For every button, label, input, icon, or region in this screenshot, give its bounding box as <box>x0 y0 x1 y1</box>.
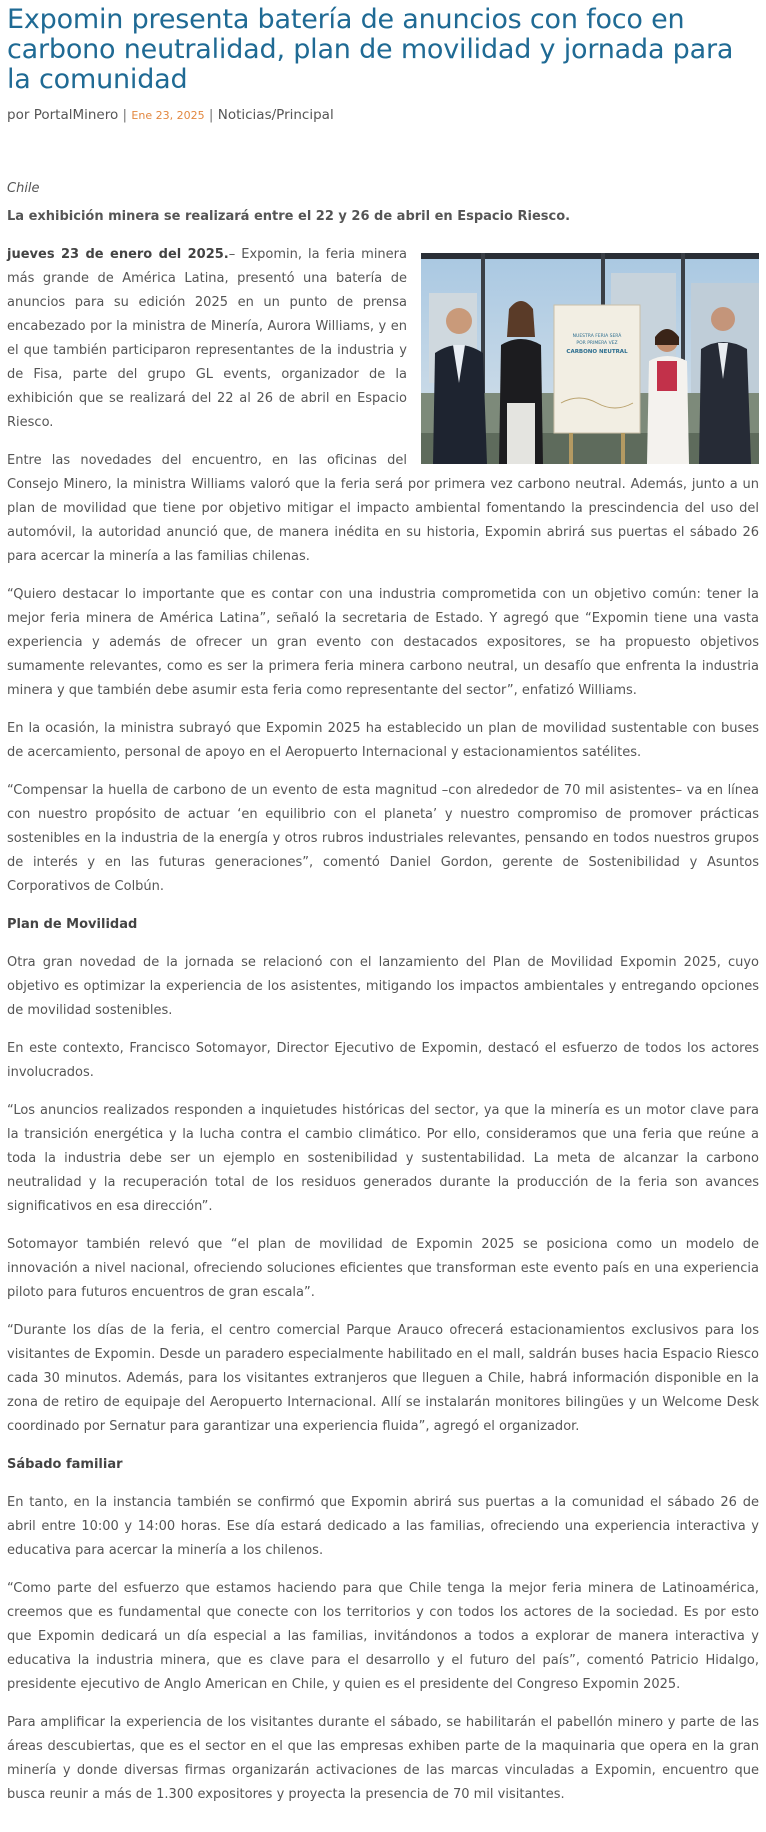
article-meta <box>7 106 759 125</box>
subheading-plan-movilidad: Plan de Movilidad <box>7 917 138 932</box>
press-event-photo <box>421 253 759 464</box>
subheading-sabado-familiar: Sábado familiar <box>7 1457 123 1472</box>
paragraph-8: “Los anuncios realizados responden a inquietudes históricas del sector, ya que la minería es un motor clave para la transición energética y la lucha contra el cambio climático. Por ello, consideramos que una feria que reúne a toda la industria debe ser un ejemplo en sostenibilidad y sustentabilidad. La meta de alcanzar la carbono neutralidad y la recuperación total de los residuos generados durante la producción de la feria son avances significativos en esa dirección”. <box>7 1103 759 1214</box>
poster-line-1: NUESTRA FERIA SERÁ <box>572 334 622 339</box>
paragraph-4: En la ocasión, la ministra subrayó que Expomin 2025 ha establecido un plan de movilidad sustentable con buses de acercamiento, personal de apoyo en el Aeropuerto Internacional y estacionamientos satélites. <box>7 721 759 760</box>
paragraph-1-text: – Expomin, la feria minera más grande de América Latina, presentó una batería de anuncios para su edición 2025 en un punto de prensa encabezado por la ministra de Minería, Aurora Williams, y en el que también participaron representantes de la industria y de Fisa, parte del grupo GL events, organizador de la exhibición que se realizará del 22 al 26 de abril en Espacio Riesco. <box>7 247 407 430</box>
meta-separator: | <box>122 107 128 123</box>
category-link[interactable]: Noticias/Principal <box>217 107 334 123</box>
author-link[interactable]: PortalMinero <box>33 107 119 123</box>
paragraph-13: Para amplificar la experiencia de los visitantes durante el sábado, se habilitarán el pabellón minero y parte de las áreas descubiertas, que es el sector en el que las empresas exhiben parte de la maquinaria que opera en la gran minería y donde diversas firmas organizarán activaciones de las marcas vinculadas a Expomin, encuentro que busca reunir a más de 1.300 expositores y proyecta la presencia de 70 mil visitantes. <box>7 1715 759 1802</box>
article-lead: La exhibición minera se realizará entre el 22 y 26 de abril en Espacio Riesco. <box>7 209 571 224</box>
meta-separator: | <box>208 107 214 123</box>
paragraph-5: “Compensar la huella de carbono de un evento de esta magnitud –con alrededor de 70 mil asistentes– va en línea con nuestro propósito de actuar ‘en equilibrio con el planeta’ y nuestro compromiso de promover prácticas sostenibles en la industria de la energía y otros rubros industriales relevantes, pensando en todos nuestros grupos de interés y en las futuras generaciones”, comentó Daniel Gordon, gerente de Sostenibilidad y Asuntos Corporativos de Colbún. <box>7 783 759 894</box>
article-photo <box>421 253 759 464</box>
paragraph-7: En este contexto, Francisco Sotomayor, Director Ejecutivo de Expomin, destacó el esfuerzo de todos los actores involucrados. <box>7 1041 759 1080</box>
paragraph-11: En tanto, en la instancia también se confirmó que Expomin abrirá sus puertas a la comunidad el sábado 26 de abril entre 10:00 y 14:00 horas. Ese día estará dedicado a las familias, ofreciendo una experiencia interactiva y educativa para acercar la minería a los chilenos. <box>7 1495 759 1558</box>
paragraph-6: Otra gran novedad de la jornada se relacionó con el lanzamiento del Plan de Movilidad Expomin 2025, cuyo objetivo es optimizar la experiencia de los asistentes, mitigando los impactos ambientales y entregando opciones de movilidad sostenibles. <box>7 955 759 1018</box>
article-body <box>7 177 759 1807</box>
publish-date: Ene 23, 2025 <box>131 109 205 122</box>
paragraph-2: Entre las novedades del encuentro, en las oficinas del Consejo Minero, la ministra Williams valoró que la feria será por primera vez carbono neutral. Además, junto a un plan de movilidad que tiene por objetivo mitigar el impacto ambiental fomentando la prescindencia del uso del automóvil, la autoridad anunció que, de manera inédita en su historia, Expomin abrirá sus puertas el sábado 26 para acercar la minería a las familias chilenas. <box>7 453 759 564</box>
poster-line-3: CARBONO NEUTRAL <box>566 349 628 355</box>
paragraph-9: Sotomayor también relevó que “el plan de movilidad de Expomin 2025 se posiciona como un modelo de innovación a nivel nacional, ofreciendo soluciones eficientes que transforman este evento país en una experiencia piloto para futuros encuentros de gran escala”. <box>7 1237 759 1300</box>
meta-by: por <box>7 107 30 123</box>
paragraph-1-date: jueves 23 de enero del 2025. <box>7 247 229 262</box>
poster-line-2: POR PRIMERA VEZ <box>576 341 618 346</box>
article-page <box>0 5 766 1807</box>
paragraph-10: “Durante los días de la feria, el centro comercial Parque Arauco ofrecerá estacionamientos exclusivos para los visitantes de Expomin. Desde un paradero especialmente habilitado en el mall, saldrán buses hacia Espacio Riesco cada 30 minutos. Además, para los visitantes extranjeros que lleguen a Chile, habrá información disponible en la zona de retiro de equipaje del Aeropuerto Internacional. Allí se instalarán monitores bilingües y un Welcome Desk coordinado por Sernatur para garantizar una experiencia fluida”, agregó el organizador. <box>7 1323 759 1434</box>
paragraph-3: “Quiero destacar lo importante que es contar con una industria comprometida con un objetivo común: tener la mejor feria minera de América Latina”, señaló la secretaria de Estado. Y agregó que “Expomin tiene una vasta experiencia y además de ofrecer un gran evento con destacados expositores, se ha propuesto objetivos sumamente relevantes, como es ser la primera feria minera carbono neutral, un desafío que enfrenta la industria minera y que también debe asumir esta feria como representante del sector”, enfatizó Williams. <box>7 587 759 698</box>
paragraph-12: “Como parte del esfuerzo que estamos haciendo para que Chile tenga la mejor feria minera de Latinoamérica, creemos que es fundamental que conecte con los territorios y con todos los actores de la sociedad. Es por esto que Expomin dedicará un día especial a las familias, invitándonos a todos a explorar de manera interactiva y educativa la industria minera, que es clave para el desarrollo y el futuro del país”, comentó Patricio Hidalgo, presidente ejecutivo de Anglo American en Chile, y quien es el presidente del Congreso Expomin 2025. <box>7 1581 759 1692</box>
country-label: Chile <box>7 181 40 196</box>
article-title: Expomin presenta batería de anuncios con foco en carbono neutralidad, plan de movilidad y jornada para la comunidad <box>7 4 734 95</box>
